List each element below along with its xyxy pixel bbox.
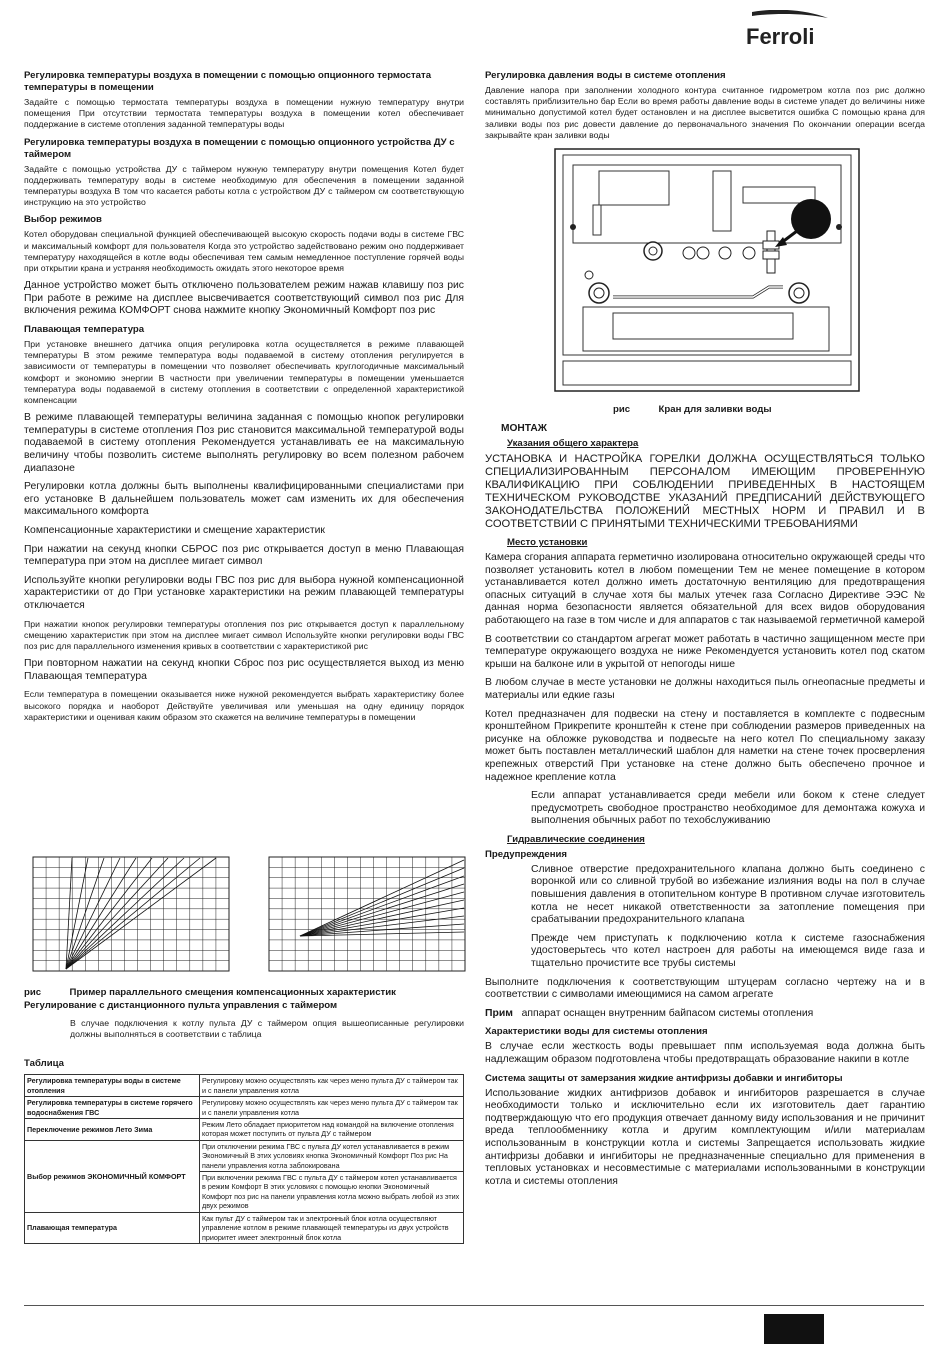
ferroli-logo xyxy=(744,10,834,50)
table-row: Регулировка температуры воды в системе отопления Регулировку можно осуществлять как через меню пульта ДУ с таймером так и с панели управления котла xyxy=(25,1075,464,1097)
paragraph: В режиме плавающей температуры величина заданная с помощью кнопок регулировки температуры в системе отопления Поз рис становится максимальной температурой воды подаваемой в систему отопления Рекомендуется устанавливать ее на максимальную величину чтобы позволить системе выполнять регулировку во всем полезном рабочем диапазоне xyxy=(24,412,464,474)
paragraph: При нажатии кнопок регулировки температуры отопления поз рис открывается доступ к параллельному смещению характеристик при этом на дисплее мигает символ Используйте кнопки регулировки воды ГВС поз рис для параллельного изменения кривых в соответствии с характеристикой рис xyxy=(24,618,464,651)
paragraph: В соответствии со стандартом агрегат может работать в частично защищенном месте при температуре окружающего воздуха не ниже Рекомендуется установить котел под скатом крыши на балконе или в укрытой от непогоды нише xyxy=(485,633,925,670)
paragraph: При повторном нажатии на секунд кнопки Сброс поз рис осуществляется выход из меню Плавающая температура xyxy=(24,658,464,682)
svg-text:Ferroli: Ferroli xyxy=(746,24,815,49)
paragraph: Давление напора при заполнении холодного контура считанное гидрометром котла поз рис должно составлять приблизительно бар Если во время работы давление воды в системе упадет до величины ниже минимально допустимой котел будет остановлен и на дисплее высветится ошибка С помощью крана для заливки воды поз рис довести давление до первоначального значения По окончании операции всегда закрывайте кран заливки воды xyxy=(485,85,925,140)
paragraph: В случае подключения к котлу пульта ДУ с таймером опция вышеописанные регулировки должны выполняться в соответствии с таблица xyxy=(70,1018,464,1040)
heading-remote-control: Регулирование с дистанционного пульта управления с таймером xyxy=(24,1000,338,1011)
paragraph: Использование жидких антифризов добавок и ингибиторов разрешается в случае необходимости только и исключительно если их изготовитель дает гарантию подтверждающую что его продукция отвечает данному виду использования и не причинит вреда теплообменнику котла и другим комплектующим и/или материалам использованным в конструкции котла и системы Запрещается использовать жидкие антифризы добавки и ингибиторы не предназначенные специально для применения в тепловых установках и несовместимые с материалами использованными в конструкции котла и системы отопления xyxy=(485,1087,925,1187)
table-title: Таблица xyxy=(24,1058,64,1070)
paragraph: Выполните подключения к соответствующим штуцерам согласно чертежу на и в соответствии с символами имеющимися на самом агрегате xyxy=(485,976,925,1001)
settings-table xyxy=(24,1074,464,1244)
remote-section xyxy=(24,1000,464,1244)
heading-hydraulic: Гидравлические соединения xyxy=(507,833,645,845)
heading-room-thermostat: Регулировка температуры воздуха в помещении с помощью опционного термостата температуры в помещении xyxy=(24,70,432,93)
paragraph: Данное устройство может быть отключено пользователем режим нажав клавишу поз рис При работе в режиме на дисплее высвечивается соответствующий символ поз рис Для включения режима КОМФОРТ снова нажмите кнопку Экономичный Комфорт поз рис xyxy=(24,280,464,317)
table-row: Выбор режимов ЭКОНОМИЧНЫЙ КОМФОРТ При отключении режима ГВС с пульта ДУ котел устанавливается в режим Экономичный В этих условиях кнопка Экономичный Комфорт Поз рис На панели управления котла заблокирована xyxy=(25,1140,464,1171)
paragraph: Задайте с помощью термостата температуры воздуха в помещении нужную температуру внутри помещения При отсутствии термостата температуры воздуха в помещении котел обеспечивает поддержание в системе отопления заданной температуры воды xyxy=(24,97,464,130)
paragraph: Котел оборудован специальной функцией обеспечивающей высокую скорость подачи воды в системе ГВС и максимальный комфорт для пользователя Когда это устройство задействовано режим оно поддерживает температуру находящейся в котле воды обеспечивая тем самым немедленное поступление горячей воды при открытии крана и устраняя необходимость ожидать этого некоторое время xyxy=(24,229,464,274)
heading-mode-select: Выбор режимов xyxy=(24,214,102,226)
paragraph: В любом случае в месте установки не должны находиться пыль огнеопасные предметы и материалы или едкие газы xyxy=(485,677,925,701)
paragraph: При установке внешнего датчика опция регулировка котла осуществляется в режиме плавающей температуры В этом режиме температура воды подаваемой в систему отопления регулируется в зависимости от температуры в помещении что позволяет обеспечивать круглогодичные максимальный комфорт и экономию энергии В частности при увеличении температуры в помещении уменьшается температура воды подаваемой в систему отопления в соответствии с определенной характеристикой компенсации xyxy=(24,339,464,406)
heading-antifreeze: Система защиты от замерзания жидкие антифризы добавки и ингибиторы xyxy=(485,1072,843,1084)
compensation-graphs xyxy=(24,850,464,980)
graph-right xyxy=(268,856,468,974)
heading-warnings: Предупреждения xyxy=(485,848,568,860)
paragraph: УСТАНОВКА И НАСТРОЙКА ГОРЕЛКИ ДОЛЖНА ОСУЩЕСТВЛЯТЬСЯ ТОЛЬКО СПЕЦИАЛИЗИРОВАННЫМ ПЕРСОНАЛОМ ИМЕЮЩИМ ПРОВЕРЕННУЮ КВАЛИФИКАЦИЮ ПРИ СОБЛЮДЕНИИ ПРИВЕДЕННЫХ В НАСТОЯЩЕМ ТЕХНИЧЕСКОМ РУКОВОДСТВЕ УКАЗАНИЙ ПРЕДПИСАНИЙ ДЕЙСТВУЮЩЕГО ЗАКОНОДАТЕЛЬСТВА ПОЛОЖЕНИЙ МЕСТНЫХ НОРМ И ПРАВИЛ И В СООТВЕТСТВИИ С ПРИНЯТЫМИ ТЕХНИЧЕСКИМИ ТРЕБОВАНИЯМИ xyxy=(485,453,925,531)
table-row: Плавающая температура Как пульт ДУ с таймером так и электронный блок котла осуществляют управление котлом в режиме плавающей температуры из двух устройств приоритет имеет электронный блок котла xyxy=(25,1212,464,1243)
paragraph: Камера сгорания аппарата герметично изолирована относительно окружающей среды что позволяет установить котел в любом помещении Тем не менее помещение в котором устанавливается котел должно иметь достаточную вентиляцию для предотвращения опасных ситуаций в случае хотя бы малых утечек газа Согласно Директиве ЭЭС № данная норма безопасности является обязательной для всех видов оборудования работающего на газе в том числе и для аппаратов с так называемой герметичной камерой xyxy=(485,552,925,626)
paragraph: Компенсационные характеристики и смещение характеристик xyxy=(24,524,325,536)
paragraph: Прим аппарат оснащен внутренним байпасом системы отопления xyxy=(485,1007,814,1019)
paragraph: Если аппарат устанавливается среди мебели или боком к стене следует предусмотреть свободное пространство необходимое для демонтажа кожуха и выполнения обычных работ по техобслуживанию xyxy=(531,790,925,827)
figure-caption: рис Кран для заливки воды xyxy=(613,404,772,416)
paragraph: В случае если жесткость воды превышает ппм используемая вода должна быть надлежащим образом подготовлена чтобы предотвращать образование накипи в котле xyxy=(485,1041,925,1066)
boiler-filling-tap-figure xyxy=(553,147,863,395)
table-row: Переключение режимов Лето Зима Режим Лето обладает приоритетом над командой на включение отопления которая может поступить от пульта ДУ с таймером xyxy=(25,1119,464,1141)
paragraph: Если температура в помещении оказывается ниже нужной рекомендуется выбрать характеристику более высокого порядка и наоборот Действуйте увеличивая или уменьшая на одну единицу порядок характеристики и оценивая каким образом это скажется на величине температуры в помещении xyxy=(24,689,464,722)
heading-general: Указания общего характера xyxy=(507,438,639,450)
paragraph: Используйте кнопки регулировки воды ГВС поз рис для выбора нужной компенсационной характеристики от до При установке характеристики на режим плавающей температуры отключается xyxy=(24,574,464,611)
paragraph: Прежде чем приступать к подключению котла к системе газоснабжения удостоверьтесь что котел настроен для работы на имеющемся виде газа и тщательно прочистите все трубы системы xyxy=(531,932,925,970)
heading-floating-temp: Плавающая температура xyxy=(24,324,145,336)
paragraph: Задайте с помощью устройства ДУ с таймером нужную температуру внутри помещения Котел будет поддерживать температуру воды в системе необходимую для обеспечения в помещении заданной температуры воздуха В том что касается работы котла с устройством ДУ с таймером см соответствующую инструкцию на это устройство xyxy=(24,163,464,208)
paragraph: Регулировки котла должны быть выполнены квалифицированными специалистами при его установке В дальнейшем пользователь может сам изменить их для обеспечения максимального комфорта xyxy=(24,481,464,518)
graph-left xyxy=(32,856,232,974)
paragraph: При нажатии на секунд кнопки СБРОС поз рис открывается доступ в меню Плавающая температура при этом на дисплее мигает символ xyxy=(24,543,464,568)
heading-water: Характеристики воды для системы отопления xyxy=(485,1026,708,1038)
graph-caption: рис Пример параллельного смещения компенсационных характеристик xyxy=(24,987,396,998)
paragraph: Сливное отверстие предохранительного клапана должно быть соединено с воронкой или со сливной трубой во избежание излияния воды на пол в случае повышения давления в отопительном контуре В противном случае изготовитель котла не несет никакой ответственности за затопление помещения при срабатывании предохранительного клапана xyxy=(531,863,925,926)
left-column xyxy=(24,70,464,729)
heading-pressure: Регулировка давления воды в системе отопления xyxy=(485,70,726,81)
table-row: Регулировка температуры в системе горячего водоснабжения ГВС Регулировку можно осуществлять как через меню пульта ДУ с таймером так и с панели управления котла xyxy=(25,1097,464,1119)
heading-location: Место установки xyxy=(507,537,588,549)
table-row: При включении режима ГВС с пульта ДУ с таймером котел устанавливается в режим Комфорт В этих условиях с помощью кнопки Экономичный Комфорт поз рис на панели управления котла можно выбрать любой из этих двух режимов xyxy=(25,1172,464,1213)
section-title: МОНТАЖ xyxy=(501,423,547,435)
right-column xyxy=(485,70,925,1194)
paragraph: Котел предназначен для подвески на стену и поставляется в комплекте с подвесным кронштейном Прикрепите кронштейн к стене при соблюдении размеров приведенных на рисунке на обложке руководства и подвесьте на него котел По специальному заказу может быть поставлен металлический шаблон для наметки на стене точек просверления крепежных отверстий При установке на стене должно быть обеспечено прочное и надежное крепление котла xyxy=(485,708,925,783)
footer-divider xyxy=(24,1305,924,1306)
heading-remote-timer: Регулировка температуры воздуха в помещении с помощью опционного устройства ДУ с таймером xyxy=(24,136,455,160)
page-number-box xyxy=(764,1314,824,1344)
